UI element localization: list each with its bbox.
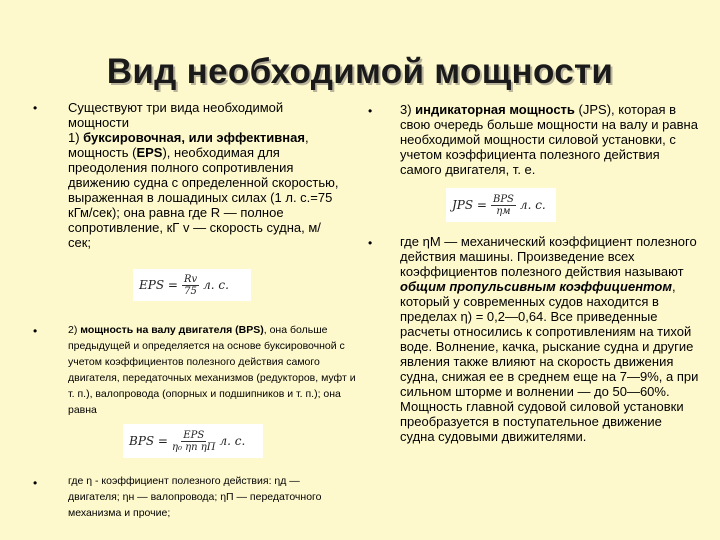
slide-title: Вид необходимой мощности (106, 52, 614, 91)
bullet-marker: • (33, 476, 38, 490)
bullet-marker: • (33, 101, 38, 115)
formula-bps (123, 424, 263, 458)
emphasized-term: общим пропульсивным коэффициентом (400, 279, 672, 294)
bullet-marker: • (368, 236, 373, 250)
text-span: , мощность ( (68, 130, 309, 160)
item-number: 2) (68, 324, 81, 336)
bullet-marker: • (33, 324, 38, 338)
left-bullet-1-text (68, 100, 343, 250)
bold-term: буксировочная, или эффективная (83, 130, 305, 145)
formula-fraction (182, 274, 199, 297)
formula-lhs: EPS = (139, 278, 178, 292)
formula-jps (446, 188, 556, 222)
formula-denominator: ηм (496, 205, 511, 217)
formula-lhs: JPS = (452, 198, 487, 212)
abbr-eps: EPS (136, 145, 163, 160)
formula-numerator: BPS (492, 193, 514, 205)
formula-lhs: BPS = (129, 434, 168, 448)
formula-denominator: 75 (184, 285, 197, 297)
text-span: (JPS), которая в свою очередь больше мощности на валу и равна необходимой мощности силовой установки, с учетом коэффициента полезного действия самого двигателя, т. е. (400, 102, 698, 177)
formula-eps (133, 269, 251, 301)
item-number: 1) (68, 130, 84, 145)
bold-term: мощность на валу двигателя (BPS) (80, 324, 264, 336)
text-span: ), необходимая для преодоления полного сопротивления движению судна с определенной скоростью, выраженная в лошадиных силах (1 л. с.=75 кГм/сек); она равна где R — полное сопротивление, кГ v — скорость судна, м/сек; (68, 145, 339, 250)
formula-unit: л. с. (203, 278, 229, 292)
formula-unit: л. с. (519, 198, 546, 212)
text-span: где ηМ — механический коэффициент полезного действия машины. Произведение всех коэффициентов полезного действия называют (400, 234, 697, 279)
item-number: 3) (400, 102, 416, 117)
formula-numerator: EPS (183, 429, 205, 441)
bullet-marker: • (368, 104, 373, 118)
right-bullet-1-text (400, 102, 700, 177)
intro-text: Существуют три вида необходимой мощности (68, 100, 284, 130)
formula-unit: л. с. (219, 434, 246, 448)
right-bullet-2-text (400, 234, 700, 444)
text-span: , она больше предыдущей и определяется на основе буксировочной с учетом коэффициентов полезного действия самого двигателя, передаточных механизмов (редукторов, муфт и т. п.), валопровода (опорных и подшипников и т. п.); она равна (68, 324, 356, 416)
formula-numerator: Rv (183, 273, 198, 285)
bold-term: индикаторная мощность (415, 102, 575, 117)
left-bullet-2-text (68, 322, 358, 418)
left-bullet-3-text: где η - коэффициент полезного действия: ηд — двигателя; ηн — валопровода; ηП — передаточного механизма и прочие; (68, 475, 322, 519)
formula-fraction (172, 430, 216, 453)
formula-denominator: η₀ ηп ηП (171, 441, 216, 453)
text-span: , который у современных судов находится в пределах η) = 0,2—0,64. Все приведенные расчеты относились к сопротивлениям на тихой воде. Волнение, качка, рыскание судна и другие явления также влияют на скорость движения судна, снижая ее в среднем еще на 7—9%, а при сильном шторме и волнении — до 50—60%. Мощность главной судовой силовой установки преобразуется в поступательное движение судна судовыми движителями. (400, 279, 699, 444)
formula-fraction (491, 194, 516, 217)
